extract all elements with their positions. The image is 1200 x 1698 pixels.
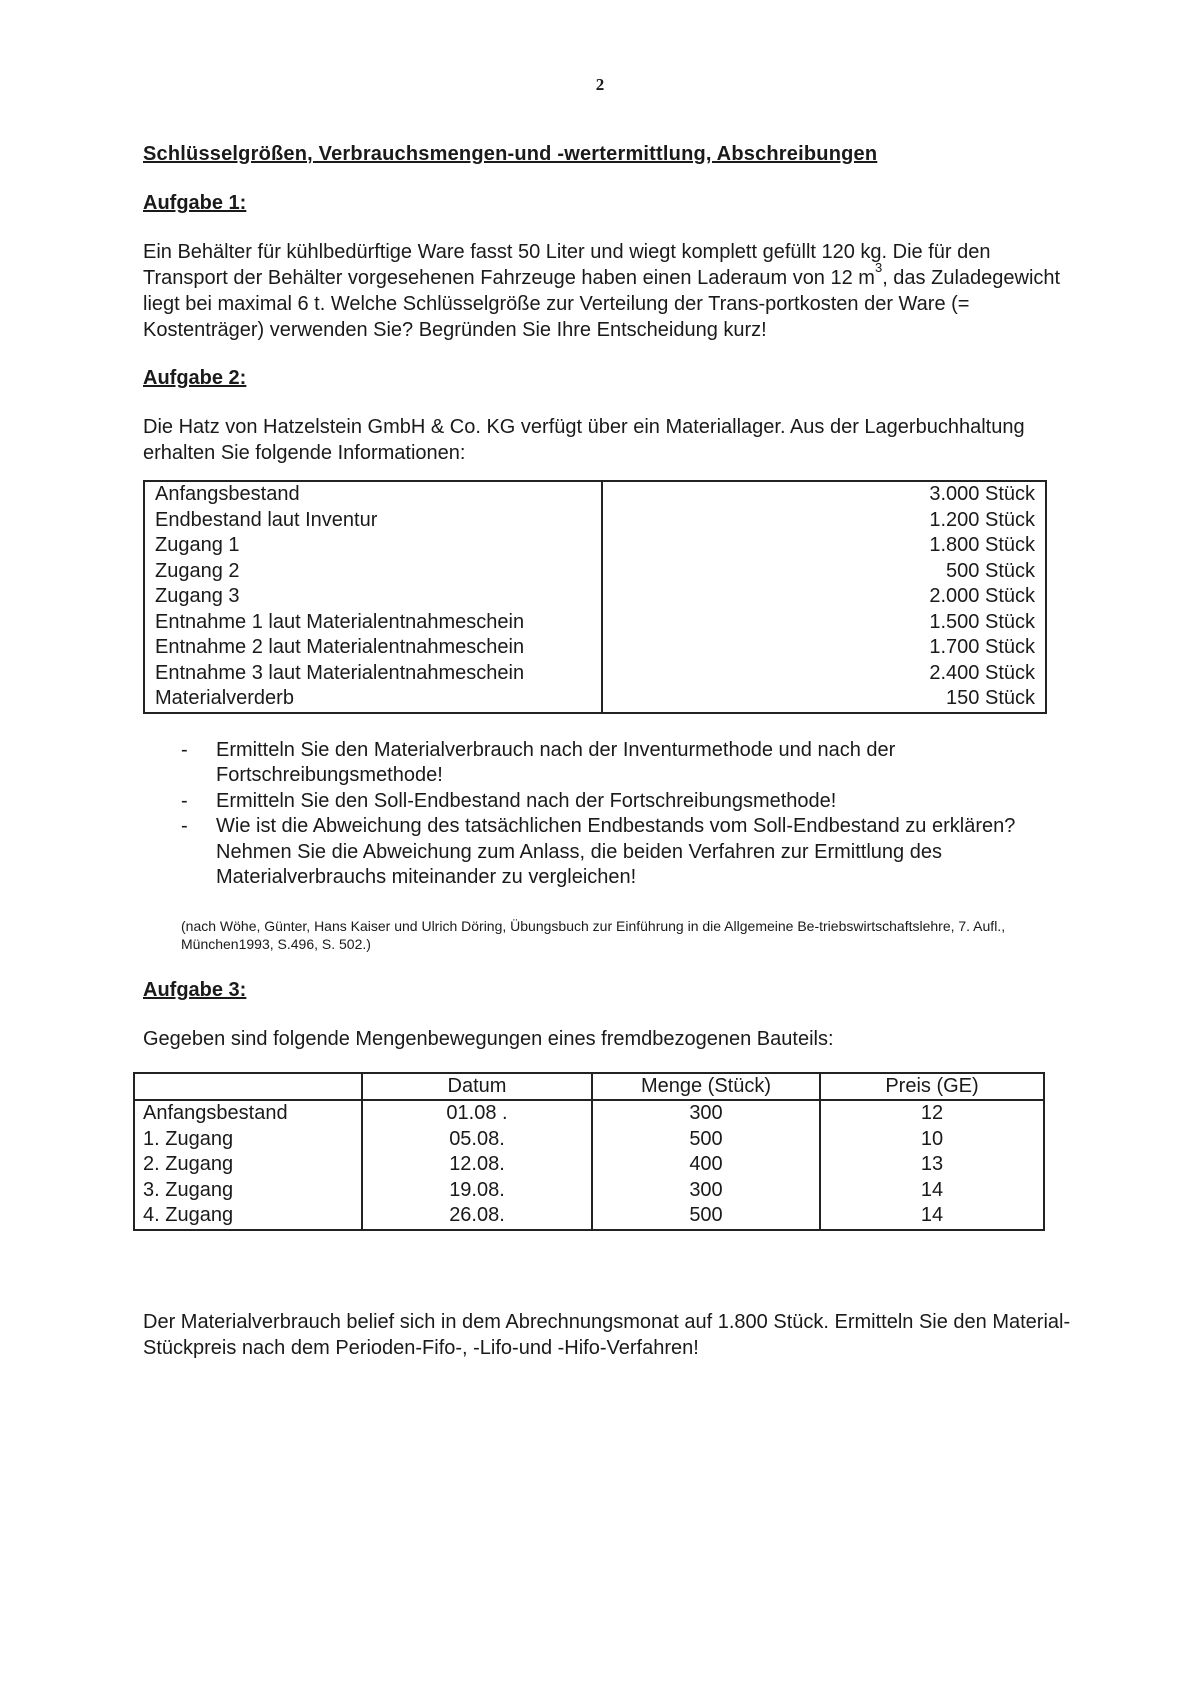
aufgabe1-heading: Aufgabe 1: [143,192,247,214]
column-header [134,1073,362,1101]
list-item: - Ermitteln Sie den Soll-Endbestand nach der Fortschreibungsmethode! [181,789,1073,815]
column-header-preis: Preis (GE) [820,1073,1044,1101]
table-cell: 12.08. [362,1152,592,1178]
table-cell: 14 [820,1178,1044,1204]
table-cell: 01.08 . [362,1100,592,1127]
page-content [143,143,1073,1361]
table-cell: 300 [592,1178,820,1204]
aufgabe2-intro: Die Hatz von Hatzelstein GmbH & Co. KG verfügt über ein Materiallager. Aus der Lagerbuchhaltung erhalten Sie folgende Informationen: [143,416,1025,464]
aufgabe1-text [143,239,1073,343]
table-row [144,610,1046,636]
row-label: Anfangsbestand [144,481,602,508]
table-cell: 1. Zugang [143,1127,234,1150]
document-title: Schlüsselgrößen, Verbrauchsmengen-und -wertermittlung, Abschreibungen [143,143,878,165]
table-cell: 2. Zugang [143,1153,234,1175]
row-value: 1.700 Stück [929,636,1035,658]
row-value: 150 Stück [946,687,1035,709]
row-label: Entnahme 2 laut Materialentnahmeschein [144,635,602,661]
table-cell: 12 [820,1100,1044,1127]
table-row [134,1152,1044,1178]
row-label: Zugang 1 [144,533,602,559]
column-header-datum: Datum [362,1073,592,1101]
table-row [144,635,1046,661]
row-value: 2.000 Stück [929,585,1035,607]
table-cell: 500 [592,1127,820,1153]
aufgabe1-text-part2: , das Zuladegewicht liegt bei maximal 6 t. Welche Schlüsselgröße zur Verteilung der Trans-portkosten der Ware (= Kostenträger) verwenden Sie? Begründen Sie Ihre Entscheidung kurz! [143,267,1061,341]
table-cell: 400 [592,1152,820,1178]
table-cell: 05.08. [362,1127,592,1153]
movements-table [133,1072,1045,1231]
row-label: Zugang 3 [144,584,602,610]
table-row [144,481,1046,508]
table-row [134,1178,1044,1204]
row-label: Entnahme 3 laut Materialentnahmeschein [144,661,602,687]
table-cell: 13 [820,1152,1044,1178]
table-row [144,661,1046,687]
table-row [134,1100,1044,1127]
table-cell: 10 [820,1127,1044,1153]
page-number: 2 [595,75,605,94]
table-cell: 14 [820,1203,1044,1230]
aufgabe2-heading: Aufgabe 2: [143,367,247,389]
table-cell: 4. Zugang [143,1204,234,1226]
row-value: 1.800 Stück [929,534,1035,556]
table-cell: 300 [592,1100,820,1127]
table-cell: Anfangsbestand [143,1102,288,1124]
list-item: - Ermitteln Sie den Materialverbrauch nach der Inventurmethode und nach der Fortschreibungsmethode! [181,738,1073,789]
task-list [181,738,1073,891]
row-value: 2.400 Stück [929,661,1035,684]
row-value: 1.200 Stück [929,508,1035,531]
table-row [144,533,1046,559]
citation: (nach Wöhe, Günter, Hans Kaiser und Ulrich Döring, Übungsbuch zur Einführung in die Allgemeine Be-triebswirtschaftslehre, 7. Aufl., München1993, S.496, S. 502.) [181,917,1006,952]
aufgabe3-intro: Gegeben sind folgende Mengenbewegungen eines fremdbezogenen Bauteils: [143,1027,834,1050]
row-value: 3.000 Stück [929,483,1035,505]
row-value: 500 Stück [946,559,1035,582]
table-cell: 19.08. [362,1178,592,1204]
aufgabe3-closing: Der Materialverbrauch belief sich in dem Abrechnungsmonat auf 1.800 Stück. Ermitteln Sie den Material-Stückpreis nach dem Perioden-Fifo-, -Lifo-und -Hifo-Verfahren! [143,1310,1071,1359]
row-label: Zugang 2 [144,559,602,585]
column-header-menge: Menge (Stück) [592,1073,820,1101]
table-row [144,686,1046,713]
row-label: Entnahme 1 laut Materialentnahmeschein [144,610,602,636]
table-row [144,559,1046,585]
table-row [144,508,1046,534]
list-item: - Wie ist die Abweichung des tatsächlichen Endbestands vom Soll-Endbestand zu erklären? Nehmen Sie die Abweichung zum Anlass, die beiden Verfahren zur Ermittlung des Materialverbrauchs miteinander zu vergleichen! [181,814,1073,891]
table-header-row [134,1073,1044,1101]
table-cell: 26.08. [362,1203,592,1230]
cubic-superscript: 3 [874,260,883,276]
row-value: 1.500 Stück [929,610,1035,633]
inventory-table [143,480,1047,714]
row-label: Endbestand laut Inventur [144,508,602,534]
table-row [134,1127,1044,1153]
table-cell: 3. Zugang [143,1178,234,1201]
table-row [134,1203,1044,1230]
table-row [144,584,1046,610]
table-cell: 500 [592,1203,820,1230]
row-label: Materialverderb [144,686,602,713]
aufgabe3-heading: Aufgabe 3: [143,978,247,1001]
aufgabe1-text-part1: Ein Behälter für kühlbedürftige Ware fasst 50 Liter und wiegt komplett gefüllt 120 kg. Die für den Transport der Behälter vorgesehenen Fahrzeuge haben einen Laderaum von 12 m [143,241,991,289]
